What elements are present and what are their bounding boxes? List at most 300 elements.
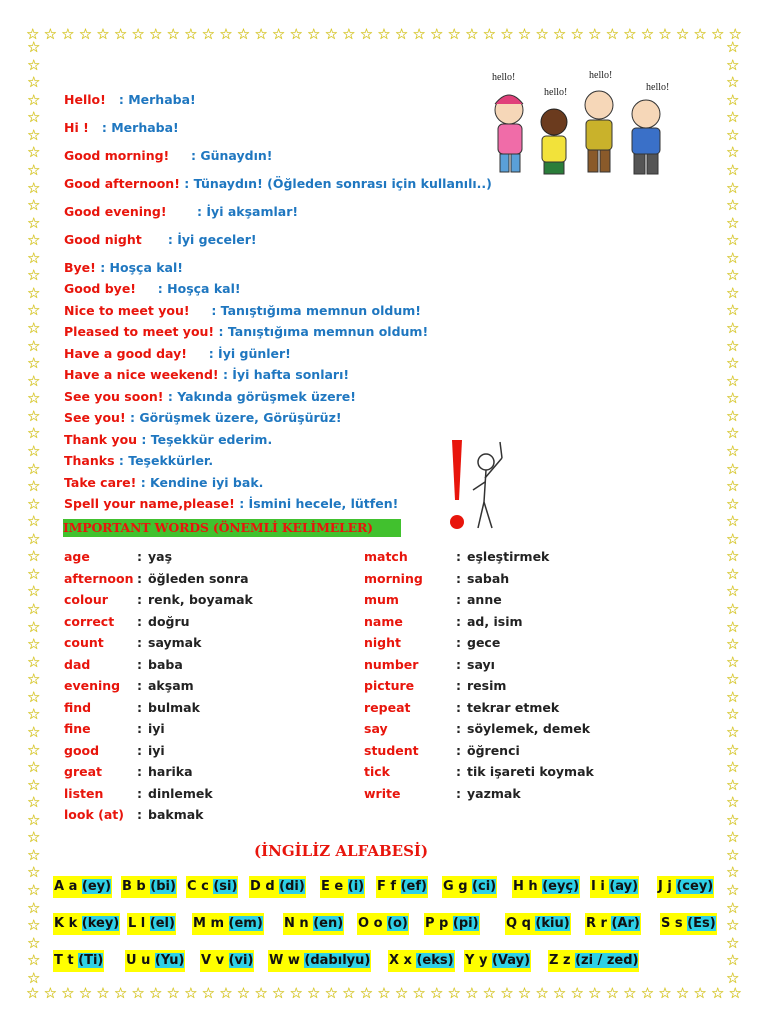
star-icon: ☆ <box>61 984 75 1002</box>
letter-pronunciation: (ci) <box>472 879 497 894</box>
star-icon: ☆ <box>726 758 740 777</box>
word-english: evening <box>64 678 121 693</box>
word-colon: : <box>137 785 142 801</box>
word-colon: : <box>456 549 461 564</box>
greeting-english: Have a good day! <box>64 346 187 361</box>
star-icon: ☆ <box>254 25 268 43</box>
greeting-turkish: : İyi hafta sonları! <box>218 367 350 382</box>
letter-pronunciation: (em) <box>228 916 263 931</box>
star-icon: ☆ <box>500 25 514 43</box>
star-icon: ☆ <box>640 984 655 1002</box>
word-colon: : <box>456 656 461 672</box>
speech-hello-4: hello! <box>646 82 670 93</box>
word-turkish: anne <box>467 592 502 607</box>
greeting-row <box>64 346 291 361</box>
greeting-row <box>64 92 196 107</box>
letter-pair: Q q <box>506 916 531 931</box>
star-icon: ☆ <box>27 371 41 390</box>
star-icon: ☆ <box>27 687 41 706</box>
star-icon: ☆ <box>394 25 409 43</box>
star-icon: ☆ <box>726 564 740 583</box>
star-icon: ☆ <box>307 25 321 43</box>
letter-pair: K k <box>54 916 78 931</box>
star-icon: ☆ <box>726 213 740 232</box>
letter-pronunciation: (Ti) <box>78 953 104 968</box>
greeting-row <box>64 120 179 135</box>
word-turkish: doğru <box>148 613 190 629</box>
greeting-gap <box>106 92 115 107</box>
alphabet-letter-cell <box>192 913 264 935</box>
greeting-turkish: : Merhaba! <box>114 92 196 107</box>
alphabet-letter-cell <box>320 876 365 898</box>
word-colon: : <box>456 678 461 693</box>
star-icon: ☆ <box>726 705 740 724</box>
star-icon: ☆ <box>412 984 426 1002</box>
greeting-turkish: : İyi akşamlar! <box>192 204 299 219</box>
speech-hello-2: hello! <box>544 87 568 98</box>
greeting-turkish: : İyi günler! <box>204 346 291 361</box>
star-icon: ☆ <box>27 845 41 864</box>
star-icon: ☆ <box>27 441 41 460</box>
word-english: age <box>64 549 90 564</box>
star-icon: ☆ <box>27 55 41 74</box>
star-icon: ☆ <box>726 266 740 285</box>
star-icon: ☆ <box>43 25 58 43</box>
word-colon: : <box>137 635 142 650</box>
letter-pronunciation: (vi) <box>228 953 254 968</box>
letter-pronunciation: (el) <box>149 916 175 931</box>
star-icon: ☆ <box>27 160 41 179</box>
star-icon: ☆ <box>710 984 725 1002</box>
letter-pronunciation: (cey) <box>676 879 714 894</box>
star-icon: ☆ <box>394 984 409 1002</box>
star-icon: ☆ <box>605 984 620 1002</box>
greeting-row <box>64 281 241 296</box>
greeting-row <box>64 176 492 191</box>
star-icon: ☆ <box>271 984 286 1002</box>
star-icon: ☆ <box>726 160 740 179</box>
letter-pair: M m <box>193 916 225 931</box>
greeting-turkish: : Tanıştığıma memnun oldum! <box>206 303 421 318</box>
star-icon: ☆ <box>78 984 93 1002</box>
star-icon: ☆ <box>429 984 444 1002</box>
star-icon: ☆ <box>27 775 41 794</box>
star-icon: ☆ <box>289 984 303 1002</box>
star-icon: ☆ <box>726 687 740 706</box>
star-icon: ☆ <box>184 25 198 43</box>
star-icon: ☆ <box>726 336 740 355</box>
letter-pronunciation: (bi) <box>150 879 176 894</box>
star-icon: ☆ <box>517 25 532 43</box>
greeting-english: Bye! <box>64 260 96 275</box>
greeting-row <box>64 432 272 447</box>
letter-pronunciation: (key) <box>81 916 120 931</box>
star-icon: ☆ <box>27 652 41 671</box>
star-icon: ☆ <box>726 494 740 513</box>
star-icon: ☆ <box>27 143 41 162</box>
word-turkish: öğrenci <box>467 742 520 758</box>
letter-pronunciation: (Vay) <box>491 953 531 968</box>
star-border-bottom <box>26 986 742 1001</box>
star-icon: ☆ <box>570 25 584 43</box>
letter-pronunciation: (ef) <box>400 879 427 894</box>
star-icon: ☆ <box>342 25 356 43</box>
star-border-top <box>26 27 742 42</box>
star-icon: ☆ <box>27 863 41 882</box>
star-icon: ☆ <box>166 25 180 43</box>
word-turkish: öğleden sonra <box>148 570 249 586</box>
word-turkish: renk, boyamak <box>148 592 253 607</box>
word-colon: : <box>456 613 461 629</box>
greeting-row <box>64 148 272 163</box>
greeting-row <box>64 204 298 219</box>
greeting-english: Nice to meet you! <box>64 303 190 318</box>
star-icon: ☆ <box>605 25 620 43</box>
letter-pronunciation: (pi) <box>452 916 479 931</box>
greeting-row <box>64 260 183 275</box>
star-icon: ☆ <box>219 25 233 43</box>
alphabet-letter-cell <box>512 876 580 898</box>
alphabet-letter-cell <box>125 950 185 972</box>
word-english: look (at) <box>64 807 124 822</box>
star-icon: ☆ <box>465 25 479 43</box>
star-icon: ☆ <box>726 722 740 741</box>
star-icon: ☆ <box>726 881 740 899</box>
word-colon: : <box>137 570 142 586</box>
star-icon: ☆ <box>359 984 374 1002</box>
greeting-english: Good night <box>64 232 142 247</box>
word-turkish: ad, isim <box>467 613 523 629</box>
exclamation-figure-illustration <box>440 432 518 534</box>
greeting-row <box>64 475 263 490</box>
letter-pair: I i <box>591 879 605 894</box>
greeting-gap <box>167 204 193 219</box>
greeting-gap <box>136 281 153 296</box>
alphabet-letter-cell <box>590 876 639 898</box>
letter-pair: H h <box>513 879 538 894</box>
star-icon: ☆ <box>447 984 461 1002</box>
star-icon: ☆ <box>113 25 128 43</box>
alphabet-letter-cell <box>548 950 639 972</box>
star-icon: ☆ <box>27 600 41 618</box>
star-icon: ☆ <box>570 984 584 1002</box>
alphabet-letter-cell <box>186 876 238 898</box>
star-icon: ☆ <box>726 441 740 460</box>
word-colon: : <box>456 721 461 736</box>
greeting-english: See you! <box>64 410 126 425</box>
word-colon: : <box>456 764 461 779</box>
greeting-english: Spell your name,please! <box>64 496 235 511</box>
greeting-row <box>64 303 421 318</box>
letter-pronunciation: (zi / zed) <box>575 953 639 968</box>
star-icon: ☆ <box>675 984 690 1002</box>
star-icon: ☆ <box>113 984 128 1002</box>
greeting-turkish: : Hoşça kal! <box>153 281 241 296</box>
star-icon: ☆ <box>324 984 339 1002</box>
letter-pair: T t <box>54 953 74 968</box>
alphabet-letter-cell <box>200 950 254 972</box>
star-icon: ☆ <box>726 512 740 531</box>
alphabet-letter-cell <box>121 876 177 898</box>
star-icon: ☆ <box>675 25 690 43</box>
letter-pair: L l <box>128 916 146 931</box>
star-icon: ☆ <box>148 984 163 1002</box>
greeting-row <box>64 389 356 404</box>
word-colon: : <box>137 613 142 629</box>
star-icon: ☆ <box>27 968 41 987</box>
word-turkish: tekrar etmek <box>467 699 560 715</box>
greeting-turkish: : Merhaba! <box>97 120 179 135</box>
word-english: repeat <box>364 699 411 715</box>
star-icon: ☆ <box>254 984 268 1002</box>
star-icon: ☆ <box>728 25 742 43</box>
star-icon: ☆ <box>728 984 742 1002</box>
greeting-english: Thanks <box>64 453 115 468</box>
word-english: match <box>364 549 408 564</box>
star-icon: ☆ <box>27 196 41 215</box>
star-icon: ☆ <box>726 389 740 408</box>
star-icon: ☆ <box>726 196 740 215</box>
word-turkish: söylemek, demek <box>467 721 591 736</box>
star-icon: ☆ <box>726 933 740 952</box>
letter-pronunciation: (dabılyu) <box>304 953 371 968</box>
word-colon: : <box>456 699 461 715</box>
star-icon: ☆ <box>131 25 145 43</box>
star-icon: ☆ <box>726 406 740 425</box>
star-icon: ☆ <box>726 73 740 92</box>
star-icon: ☆ <box>726 55 740 74</box>
star-icon: ☆ <box>535 984 549 1002</box>
star-icon: ☆ <box>726 354 740 373</box>
star-icon: ☆ <box>726 125 740 144</box>
greeting-turkish: : Tünaydın! (Öğleden sonrası için kullanılı..) <box>179 176 492 191</box>
letter-pair: D d <box>250 879 275 894</box>
letter-pair: X x <box>389 953 412 968</box>
star-icon: ☆ <box>482 25 497 43</box>
star-icon: ☆ <box>726 178 740 197</box>
star-icon: ☆ <box>27 670 41 689</box>
word-english: find <box>64 699 92 715</box>
greeting-turkish: : İsmini hecele, lütfen! <box>234 496 399 511</box>
star-icon: ☆ <box>236 25 251 43</box>
star-icon: ☆ <box>726 301 740 320</box>
star-icon: ☆ <box>500 984 514 1002</box>
star-icon: ☆ <box>726 635 740 654</box>
star-icon: ☆ <box>710 25 725 43</box>
letter-pair: O o <box>358 916 383 931</box>
greeting-turkish: : Görüşmek üzere, Görüşürüz! <box>125 410 342 425</box>
star-icon: ☆ <box>307 984 321 1002</box>
star-icon: ☆ <box>96 25 110 43</box>
greeting-gap <box>89 120 98 135</box>
word-english: student <box>364 742 419 758</box>
letter-pronunciation: (Es) <box>687 916 716 931</box>
star-icon: ☆ <box>27 547 41 566</box>
star-icon: ☆ <box>623 25 637 43</box>
star-icon: ☆ <box>201 984 216 1002</box>
letter-pair: W w <box>269 953 300 968</box>
letter-pair: R r <box>586 916 607 931</box>
word-english: listen <box>64 785 104 801</box>
star-icon: ☆ <box>726 652 740 671</box>
star-icon: ☆ <box>623 984 637 1002</box>
word-colon: : <box>456 570 461 586</box>
star-icon: ☆ <box>96 984 110 1002</box>
star-icon: ☆ <box>726 477 740 496</box>
star-icon: ☆ <box>219 984 233 1002</box>
letter-pronunciation: (Yu) <box>154 953 185 968</box>
star-icon: ☆ <box>658 25 672 43</box>
star-icon: ☆ <box>27 248 41 267</box>
letter-pair: B b <box>122 879 146 894</box>
alphabet-letter-cell <box>660 913 717 935</box>
important-words-title: IMPORTANT WORDS (ÖNEMLİ KELİMELER) <box>63 519 401 537</box>
star-icon: ☆ <box>27 933 41 952</box>
star-icon: ☆ <box>27 722 41 741</box>
alphabet-letter-cell <box>505 913 571 935</box>
star-icon: ☆ <box>726 582 740 601</box>
word-colon: : <box>456 635 461 650</box>
star-icon: ☆ <box>166 984 180 1002</box>
star-icon: ☆ <box>27 424 41 443</box>
star-icon: ☆ <box>27 389 41 408</box>
greeting-gap <box>142 232 164 247</box>
word-turkish: resim <box>467 678 507 693</box>
star-icon: ☆ <box>726 968 740 987</box>
star-icon: ☆ <box>726 248 740 267</box>
star-icon: ☆ <box>27 178 41 197</box>
word-english: colour <box>64 592 108 607</box>
word-colon: : <box>137 656 142 672</box>
star-icon: ☆ <box>27 354 41 373</box>
letter-pronunciation: (kiu) <box>535 916 570 931</box>
word-turkish: iyi <box>148 742 165 758</box>
star-icon: ☆ <box>726 951 740 970</box>
star-icon: ☆ <box>27 758 41 777</box>
star-icon: ☆ <box>726 231 740 250</box>
greeting-gap <box>169 148 186 163</box>
star-icon: ☆ <box>61 25 75 43</box>
star-border-left <box>27 40 40 986</box>
greeting-english: Hello! <box>64 92 106 107</box>
star-icon: ☆ <box>552 984 567 1002</box>
greeting-english: Thank you <box>64 432 138 447</box>
letter-pair: J j <box>658 879 672 894</box>
greeting-row <box>64 232 257 247</box>
greeting-english: Good afternoon! <box>64 176 180 191</box>
star-icon: ☆ <box>27 881 41 899</box>
star-icon: ☆ <box>27 459 41 478</box>
greeting-english: Good morning! <box>64 148 170 163</box>
alphabet-letter-cell <box>424 913 480 935</box>
star-icon: ☆ <box>27 266 41 285</box>
letter-pair: N n <box>284 916 309 931</box>
star-icon: ☆ <box>27 231 41 250</box>
word-colon: : <box>137 549 142 564</box>
alphabet-letter-cell <box>657 876 714 898</box>
word-turkish: iyi <box>148 721 165 736</box>
star-icon: ☆ <box>271 25 286 43</box>
word-turkish: harika <box>148 764 193 779</box>
star-icon: ☆ <box>726 775 740 794</box>
word-english: fine <box>64 721 91 736</box>
letter-pair: V v <box>201 953 225 968</box>
star-icon: ☆ <box>726 529 740 548</box>
letter-pair: Y y <box>465 953 488 968</box>
greeting-turkish: : Günaydın! <box>186 148 273 163</box>
word-english: count <box>64 635 104 650</box>
star-icon: ☆ <box>26 25 40 43</box>
greeting-row <box>64 496 398 511</box>
star-icon: ☆ <box>27 301 41 320</box>
star-icon: ☆ <box>726 617 740 636</box>
word-english: say <box>364 721 388 736</box>
star-icon: ☆ <box>26 984 40 1002</box>
star-icon: ☆ <box>726 90 740 109</box>
alphabet-letter-cell <box>53 950 104 972</box>
word-english: afternoon <box>64 570 134 586</box>
star-icon: ☆ <box>535 25 549 43</box>
star-icon: ☆ <box>289 25 303 43</box>
letter-pair: S s <box>661 916 683 931</box>
word-english: great <box>64 764 103 779</box>
star-icon: ☆ <box>726 863 740 882</box>
star-icon: ☆ <box>726 670 740 689</box>
letter-pair: F f <box>377 879 397 894</box>
star-icon: ☆ <box>27 898 41 917</box>
star-icon: ☆ <box>27 477 41 496</box>
star-icon: ☆ <box>27 125 41 144</box>
word-turkish: bulmak <box>148 699 200 715</box>
star-icon: ☆ <box>342 984 356 1002</box>
star-icon: ☆ <box>588 984 602 1002</box>
word-turkish: akşam <box>148 678 194 693</box>
greeting-gap <box>190 303 207 318</box>
star-icon: ☆ <box>552 25 567 43</box>
word-english: picture <box>364 678 415 693</box>
kids-hello-illustration <box>474 60 689 185</box>
star-icon: ☆ <box>412 25 426 43</box>
star-icon: ☆ <box>27 810 41 829</box>
greeting-turkish: : Kendine iyi bak. <box>136 475 264 490</box>
greeting-english: Good evening! <box>64 204 167 219</box>
letter-pronunciation: (Ar) <box>611 916 640 931</box>
letter-pair: G g <box>443 879 468 894</box>
word-english: tick <box>364 764 390 779</box>
alphabet-title: (İNGİLİZ ALFABESİ) <box>254 842 429 860</box>
greeting-row <box>64 367 349 382</box>
star-icon: ☆ <box>27 828 41 847</box>
greeting-english: See you soon! <box>64 389 164 404</box>
alphabet-letter-cell <box>268 950 371 972</box>
star-icon: ☆ <box>726 793 740 812</box>
star-icon: ☆ <box>726 916 740 935</box>
word-turkish: sayı <box>467 656 495 672</box>
star-icon: ☆ <box>27 793 41 812</box>
star-icon: ☆ <box>27 951 41 970</box>
word-colon: : <box>456 742 461 758</box>
word-colon: : <box>137 764 142 779</box>
speech-hello-1: hello! <box>492 72 516 83</box>
greeting-english: Take care! <box>64 475 137 490</box>
alphabet-letter-cell <box>388 950 455 972</box>
greeting-turkish: : Hoşça kal! <box>95 260 183 275</box>
letter-pair: C c <box>187 879 209 894</box>
star-icon: ☆ <box>27 108 41 127</box>
greeting-english: Good bye! <box>64 281 137 296</box>
star-icon: ☆ <box>482 984 497 1002</box>
alphabet-letter-cell <box>357 913 409 935</box>
